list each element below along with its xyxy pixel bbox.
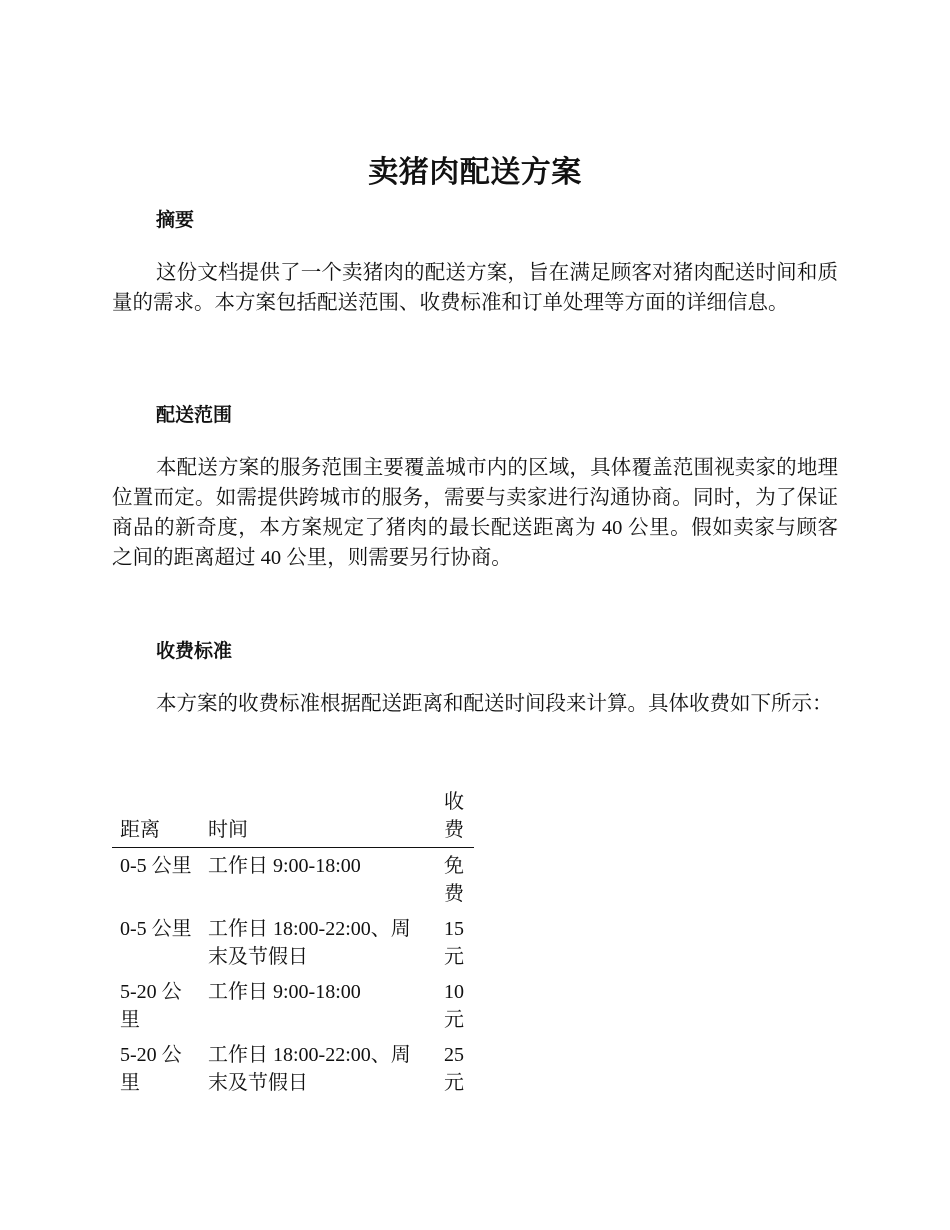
column-header-time: 时间 (200, 786, 436, 848)
cell-time: 工作日 9:00-18:00 (208, 981, 361, 1003)
section-heading-summary: 摘要 (156, 209, 195, 231)
cell-distance: 5-20 公里 (120, 981, 182, 1031)
section-heading-fees: 收费标准 (156, 640, 233, 662)
fee-table (112, 786, 474, 1100)
section-paragraph-summary: 这份文档提供了一个卖猪肉的配送方案，旨在满足顾客对猪肉配送时间和质量的需求。本方案包括配送范围、收费标准和订单处理等方面的详细信息。 (112, 262, 838, 314)
table-row (112, 911, 474, 974)
cell-fee: 15 元 (444, 918, 464, 968)
cell-distance: 0-5 公里 (120, 918, 192, 940)
table-row (112, 848, 474, 912)
cell-fee: 10 元 (444, 981, 464, 1031)
section-paragraph-fees: 本方案的收费标准根据配送距离和配送时间段来计算。具体收费如下所示： (156, 693, 833, 715)
cell-time: 工作日 9:00-18:00 (208, 855, 361, 877)
cell-time: 工作日 18:00-22:00、周末及节假日 (208, 918, 411, 968)
cell-time: 工作日 18:00-22:00、周末及节假日 (208, 1044, 411, 1094)
column-header-fee: 收费 (436, 786, 474, 848)
table-row (112, 1037, 474, 1100)
cell-distance: 0-5 公里 (120, 855, 192, 877)
table-header-row (112, 786, 474, 848)
cell-fee: 25 元 (444, 1044, 464, 1094)
document-title: 卖猪肉配送方案 (368, 155, 582, 190)
section-paragraph-scope: 本配送方案的服务范围主要覆盖城市内的区域，具体覆盖范围视卖家的地理位置而定。如需提供跨城市的服务，需要与卖家进行沟通协商。同时，为了保证商品的新奇度，本方案规定了猪肉的最长配送距离为 40 公里。假如卖家与顾客之间的距离超过 40 公里，则需要另行协商。 (112, 457, 838, 569)
cell-distance: 5-20 公里 (120, 1044, 182, 1094)
column-header-distance: 距离 (112, 786, 200, 848)
cell-fee: 免费 (444, 855, 464, 905)
section-heading-scope: 配送范围 (156, 404, 233, 426)
table-row (112, 974, 474, 1037)
